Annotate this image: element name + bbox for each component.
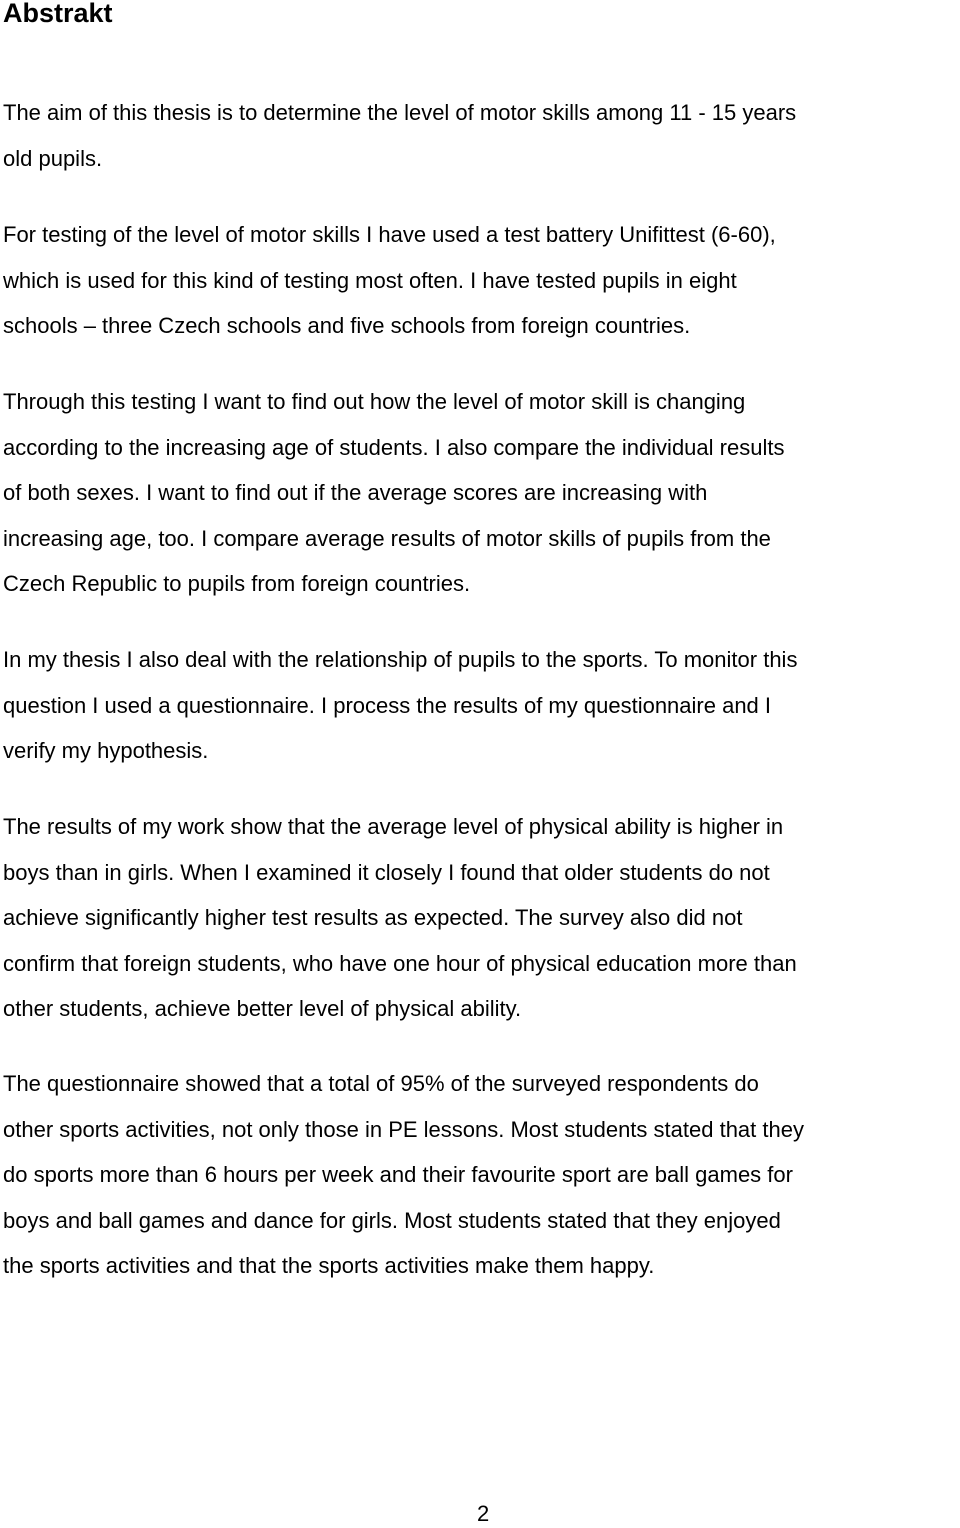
paragraph-aim: [3, 90, 960, 181]
paragraph-line: boys and ball games and dance for girls. Most students stated that they enjoyed: [3, 1207, 781, 1233]
paragraph-line: increasing age, too. I compare average results of motor skills of pupils from the: [3, 525, 771, 551]
document-page: [3, 0, 960, 1528]
paragraph-line: the sports activities and that the sports activities make them happy.: [3, 1253, 655, 1279]
paragraph-line: The aim of this thesis is to determine the level of motor skills among 11 - 15 years: [3, 100, 797, 125]
paragraph-line: question I used a questionnaire. I process the results of my questionnaire and I: [3, 692, 772, 718]
paragraph-line: Through this testing I want to find out how the level of motor skill is changing: [3, 389, 746, 414]
paragraph-line: achieve significantly higher test results as expected. The survey also did not: [3, 905, 743, 931]
paragraph-line: boys than in girls. When I examined it closely I found that older students do not: [3, 859, 770, 885]
paragraph-line: do sports more than 6 hours per week and their favourite sport are ball games for: [3, 1162, 793, 1188]
page-number: 2: [477, 1501, 490, 1526]
paragraph-line: which is used for this kind of testing most often. I have tested pupils in eight: [3, 267, 737, 293]
paragraph-line: The results of my work show that the average level of physical ability is higher in: [3, 814, 784, 839]
paragraph-testing: [3, 212, 960, 349]
abstract-heading: Abstrakt: [3, 0, 113, 28]
paragraph-line: old pupils.: [3, 145, 103, 171]
paragraph-line: of both sexes. I want to find out if the average scores are increasing with: [3, 480, 708, 506]
paragraph-line: The questionnaire showed that a total of 95% of the surveyed respondents do: [3, 1071, 759, 1096]
paragraph-line: confirm that foreign students, who have one hour of physical education more than: [3, 950, 797, 976]
paragraph-line: schools – three Czech schools and five schools from foreign countries.: [3, 313, 691, 339]
paragraph-goals: [3, 379, 960, 607]
paragraph-line: other students, achieve better level of physical ability.: [3, 996, 522, 1022]
paragraph-survey: [3, 1061, 960, 1289]
paragraph-line: according to the increasing age of students. I also compare the individual results: [3, 434, 785, 460]
paragraph-line: other sports activities, not only those in PE lessons. Most students stated that they: [3, 1116, 804, 1142]
paragraph-line: verify my hypothesis.: [3, 738, 209, 764]
paragraph-line: In my thesis I also deal with the relationship of pupils to the sports. To monitor this: [3, 647, 798, 672]
paragraph-results: [3, 804, 960, 1032]
paragraph-questionnaire: [3, 637, 960, 774]
paragraph-line: Czech Republic to pupils from foreign countries.: [3, 571, 471, 597]
paragraph-line: For testing of the level of motor skills I have used a test battery Unifittest (6-60),: [3, 222, 776, 247]
